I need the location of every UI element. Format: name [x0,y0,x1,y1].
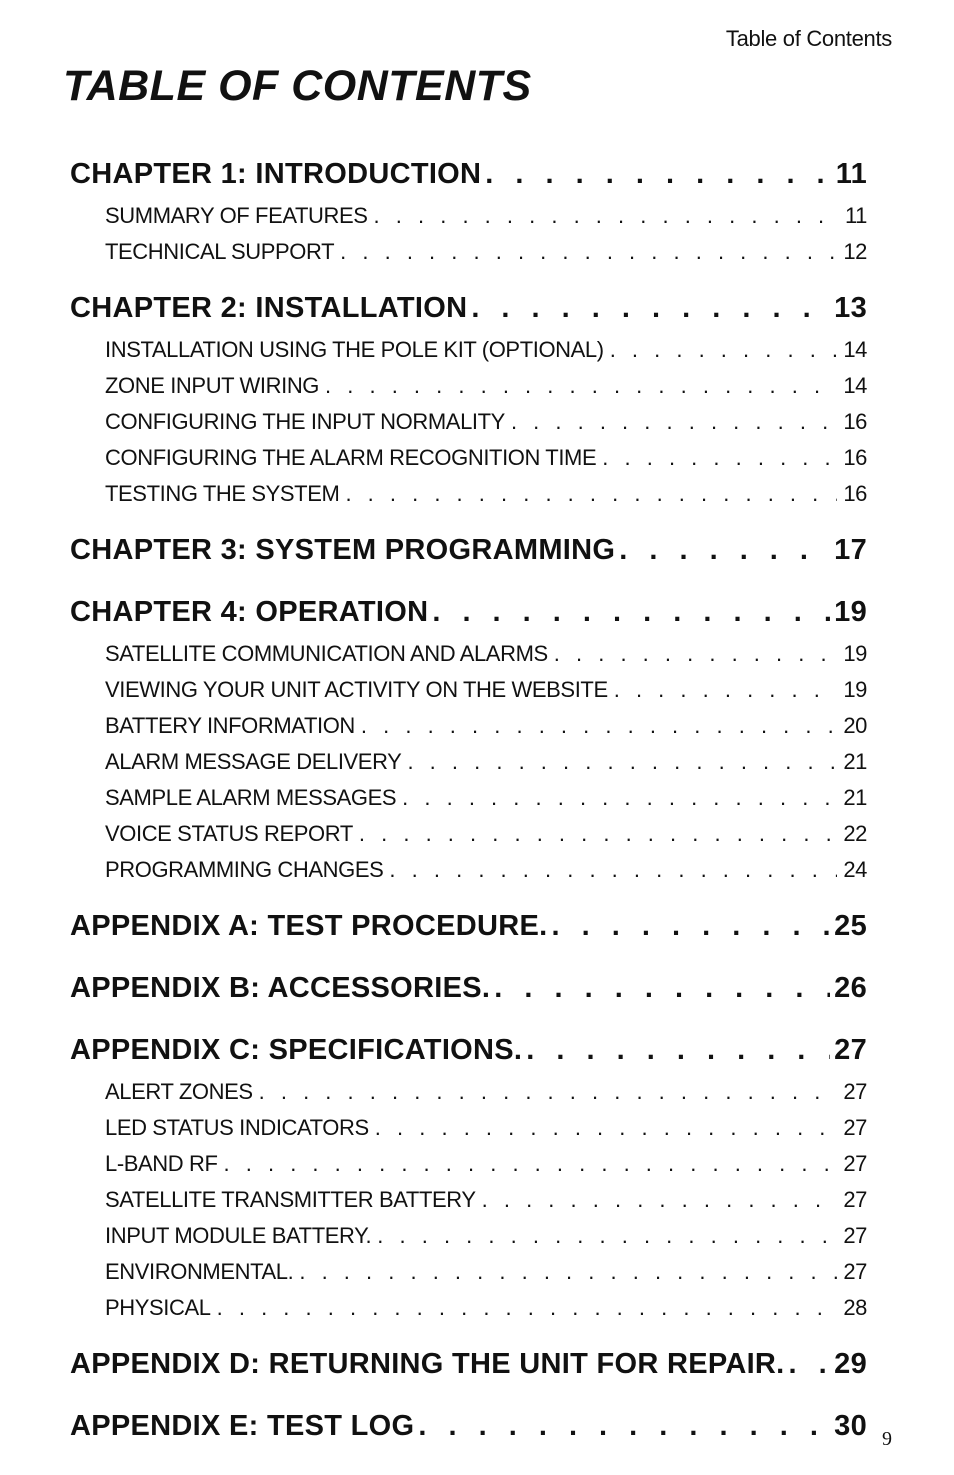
toc-chapter-entry[interactable] [70,526,867,574]
toc-section-entry-page: 19 [843,641,867,666]
dot-leader [325,368,837,404]
toc-section-entry-page: 16 [843,481,867,506]
toc-section-entry-page: 20 [843,713,867,738]
dot-leader [217,1290,838,1326]
toc-section-entry-page: 22 [843,821,867,846]
dot-leader [602,440,837,476]
toc-section-entry-title: VOICE STATUS REPORT [105,821,353,846]
toc-section-entry[interactable] [70,780,867,816]
dot-leader [485,150,831,198]
toc-chapter-group [70,902,867,950]
toc-section-entry-page: 16 [843,445,867,470]
toc-section-entry-title: ALERT ZONES [105,1079,253,1104]
toc-chapter-entry[interactable] [70,1026,867,1074]
dot-leader [471,284,830,332]
toc-section-entry-title: ALARM MESSAGE DELIVERY [105,749,402,774]
toc-section-entry-page: 21 [843,749,867,774]
toc-chapter-entry[interactable] [70,1340,867,1388]
toc-section-entry[interactable] [70,368,867,404]
toc-section-entry[interactable] [70,440,867,476]
toc-section-entry-page: 27 [843,1115,867,1140]
dot-leader [259,1074,838,1110]
toc-chapter-entry-page: 29 [834,1348,867,1380]
toc-section-entry[interactable] [70,816,867,852]
toc-section-entry[interactable] [70,1218,867,1254]
toc-section-entry-title: PROGRAMMING CHANGES [105,857,384,882]
toc-section-entry-page: 24 [843,857,867,882]
toc-chapter-entry[interactable] [70,902,867,950]
toc-chapter-entry-title: APPENDIX E: TEST LOG [70,1410,415,1442]
toc-section-entry[interactable] [70,1290,867,1326]
dot-leader [375,1110,838,1146]
dot-leader [359,816,837,852]
toc-chapter-entry-title: CHAPTER 1: INTRODUCTION [70,158,482,190]
dot-leader [374,198,839,234]
toc-section-entry-page: 11 [844,203,867,228]
toc-section-entry-title: TESTING THE SYSTEM [105,481,340,506]
dot-leader [418,1402,830,1450]
toc-chapter-entry-title: APPENDIX C: SPECIFICATIONS. [70,1034,523,1066]
dot-leader [554,636,838,672]
toc-section-entry-title: CONFIGURING THE INPUT NORMALITY [105,409,505,434]
page-number: 9 [882,1428,892,1450]
toc-chapter-entry-page: 27 [834,1034,867,1066]
dot-leader [340,234,837,270]
toc-section-entry-title: INPUT MODULE BATTERY. [105,1223,372,1248]
toc-section-entry-page: 27 [843,1187,867,1212]
toc-section-entry[interactable] [70,636,867,672]
dot-leader [482,1182,838,1218]
dot-leader [377,1218,837,1254]
toc-section-entry-page: 14 [843,337,867,362]
toc-section-entry-page: 16 [843,409,867,434]
toc-chapter-group [70,1026,867,1326]
dot-leader [511,404,837,440]
toc-section-entry[interactable] [70,332,867,368]
toc-section-entry-title: VIEWING YOUR UNIT ACTIVITY ON THE WEBSITE [105,677,608,702]
toc-section-entry-page: 12 [843,239,867,264]
dot-leader [614,672,838,708]
dot-leader [361,708,837,744]
toc-section-entry-title: PHYSICAL [105,1295,211,1320]
toc-section-entry-page: 21 [843,785,867,810]
dot-leader [407,744,837,780]
toc-chapter-entry[interactable] [70,964,867,1012]
toc-section-entry-title: CONFIGURING THE ALARM RECOGNITION TIME [105,445,597,470]
toc-chapter-entry-title: CHAPTER 2: INSTALLATION [70,292,468,324]
toc-chapter-entry-title: APPENDIX A: TEST PROCEDURE. [70,910,548,942]
dot-leader [619,526,830,574]
toc-section-entry[interactable] [70,708,867,744]
toc-section-entry[interactable] [70,1110,867,1146]
toc-chapter-entry[interactable] [70,1402,867,1450]
toc-section-entry-title: BATTERY INFORMATION [105,713,355,738]
toc-chapter-entry-page: 17 [834,534,867,566]
toc-chapter-entry[interactable] [70,588,867,636]
dot-leader [389,852,837,888]
toc-chapter-group [70,150,867,270]
dot-leader [345,476,837,512]
toc-section-entry[interactable] [70,1074,867,1110]
toc-section-entry[interactable] [70,672,867,708]
toc-section-entry-page: 14 [843,373,867,398]
dot-leader [526,1026,830,1074]
toc-chapter-entry-page: 26 [834,972,867,1004]
toc-chapter-entry[interactable] [70,150,867,198]
toc-chapter-entry-title: APPENDIX B: ACCESSORIES. [70,972,491,1004]
toc-chapter-group [70,588,867,888]
toc-section-entry[interactable] [70,744,867,780]
dot-leader [494,964,830,1012]
toc-section-entry-title: TECHNICAL SUPPORT [105,239,335,264]
toc-chapter-entry-page: 25 [834,910,867,942]
dot-leader [299,1254,837,1290]
toc-section-entry[interactable] [70,404,867,440]
toc-section-entry-title: SAMPLE ALARM MESSAGES [105,785,397,810]
toc-section-entry-title: ENVIRONMENTAL. [105,1259,294,1284]
toc-chapter-group [70,964,867,1012]
toc-chapter-group [70,1402,867,1450]
toc-chapter-entry-page: 30 [834,1410,867,1442]
toc-section-entry-title: SUMMARY OF FEATURES [105,203,368,228]
toc-chapter-entry-title: CHAPTER 4: OPERATION [70,596,429,628]
toc-chapter-entry[interactable] [70,284,867,332]
toc-section-entry-title: L-BAND RF [105,1151,218,1176]
toc-section-entry-page: 28 [843,1295,867,1320]
toc-section-entry-title: SATELLITE TRANSMITTER BATTERY [105,1187,476,1212]
toc-section-entry-page: 27 [843,1223,867,1248]
dot-leader [432,588,830,636]
toc-section-entry-title: LED STATUS INDICATORS [105,1115,369,1140]
toc-chapter-group [70,1340,867,1388]
dot-leader [610,332,838,368]
running-head: Table of Contents [725,26,892,51]
toc-section-entry[interactable] [70,1182,867,1218]
toc-section-entry-page: 19 [843,677,867,702]
toc-section-entry-page: 27 [843,1079,867,1104]
toc-chapter-entry-title: APPENDIX D: RETURNING THE UNIT FOR REPAIR. [70,1348,785,1380]
toc-chapter-entry-page: 11 [835,158,867,190]
page-title: TABLE OF CONTENTS [63,62,532,110]
toc-chapter-entry-page: 13 [834,292,867,324]
dot-leader [789,1340,831,1388]
toc-section-entry[interactable] [70,1146,867,1182]
toc-section-entry-title: SATELLITE COMMUNICATION AND ALARMS [105,641,548,666]
toc-chapter-group [70,284,867,512]
dot-leader [552,902,831,950]
toc-chapter-group [70,526,867,574]
dot-leader [224,1146,838,1182]
dot-leader [402,780,837,816]
toc-chapter-entry-page: 19 [834,596,867,628]
toc-section-entry[interactable] [70,852,867,888]
table-of-contents [70,150,867,1464]
toc-chapter-entry-title: CHAPTER 3: SYSTEM PROGRAMMING [70,534,616,566]
toc-section-entry[interactable] [70,198,867,234]
toc-section-entry[interactable] [70,476,867,512]
toc-section-entry-title: ZONE INPUT WIRING [105,373,320,398]
toc-section-entry-page: 27 [843,1151,867,1176]
toc-section-entry[interactable] [70,234,867,270]
toc-section-entry-page: 27 [843,1259,867,1284]
toc-section-entry[interactable] [70,1254,867,1290]
toc-section-entry-title: INSTALLATION USING THE POLE KIT (OPTIONAL) [105,337,604,362]
